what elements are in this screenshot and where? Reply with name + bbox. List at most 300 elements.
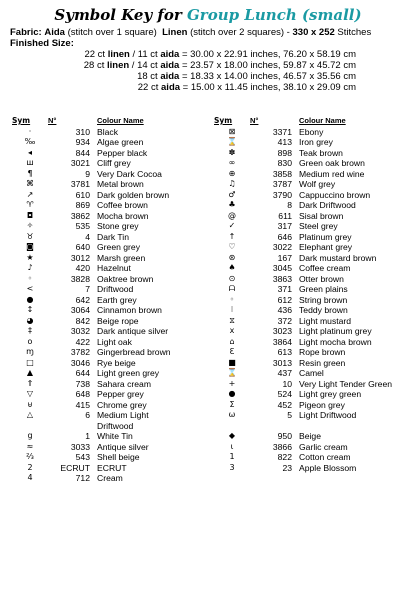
- symbol-cell: ◕: [26, 315, 34, 325]
- colour-name-cell: Camel: [299, 368, 324, 378]
- number-cell: 23: [282, 462, 292, 473]
- colour-name-cell: Cinnamon brown: [97, 305, 162, 315]
- table-row: [12, 316, 182, 327]
- colour-name-cell: Light mustard: [299, 315, 352, 326]
- number-cell: 869: [75, 200, 90, 210]
- colour-name-cell: Metal brown: [97, 179, 144, 189]
- number-cell: 898: [277, 147, 292, 158]
- header-num: N°: [48, 116, 57, 125]
- number-cell: 610: [75, 189, 90, 200]
- symbol-cell: △: [26, 410, 34, 419]
- colour-name-cell: Sahara cream: [97, 378, 151, 389]
- finished-size-e: = 15.00 x 11.45 inches, 38.10 x 29.09 cm: [182, 82, 356, 93]
- colour-name-cell: Very Dark Cocoa: [97, 168, 162, 179]
- number-cell: 3828: [70, 273, 90, 284]
- finished-size-c: / 11 ct: [132, 49, 158, 60]
- number-cell: 934: [75, 137, 90, 147]
- colour-name-cell: Very Light Tender Green: [299, 378, 392, 389]
- colour-name-cell: Otter brown: [299, 273, 344, 284]
- finished-size-label: Finished Size:: [10, 38, 74, 49]
- colour-name-cell: Gingerbread brown: [97, 347, 171, 357]
- number-cell: 822: [277, 452, 292, 462]
- colour-name-cell: Driftwood: [97, 420, 134, 431]
- symbol-cell: 3: [229, 462, 235, 472]
- header-name: Colour Name: [97, 116, 144, 125]
- table-row: [12, 368, 182, 379]
- table-row: [12, 169, 182, 180]
- symbol-cell: ◆: [228, 431, 236, 440]
- colour-name-cell: Pepper grey: [97, 389, 144, 399]
- number-cell: 3787: [272, 179, 292, 189]
- table-row: [214, 263, 411, 274]
- colour-name-cell: Light platinum grey: [299, 326, 372, 336]
- symbol-table-left: [12, 116, 182, 484]
- table-row: [12, 389, 182, 400]
- number-cell: 9: [85, 168, 90, 179]
- finished-size-e: = 18.33 x 14.00 inches, 46.57 x 35.56 cm: [181, 71, 356, 82]
- table-row: [214, 358, 411, 369]
- finished-size-d: aida: [161, 82, 181, 93]
- colour-name-cell: Dark Driftwood: [299, 200, 356, 210]
- symbol-cell: <: [26, 284, 34, 293]
- table-row: [214, 211, 411, 222]
- number-cell: 842: [75, 315, 90, 326]
- symbol-cell: ⧖: [229, 315, 235, 325]
- table-row: [214, 379, 411, 390]
- colour-name-cell: Algae green: [97, 137, 144, 147]
- table-row: [214, 368, 411, 379]
- number-cell: ECRUT: [60, 462, 90, 473]
- table-row: [214, 179, 411, 190]
- table-row: [12, 295, 182, 306]
- table-row: [12, 326, 182, 337]
- table-row: [214, 127, 411, 138]
- number-cell: 642: [75, 294, 90, 305]
- table-row: [214, 232, 411, 243]
- number-cell: 10: [282, 378, 292, 389]
- number-cell: 420: [75, 263, 90, 273]
- colour-name-cell: Mocha brown: [97, 210, 149, 221]
- symbol-cell: 2: [27, 462, 33, 472]
- symbol-cell: ⊕: [228, 168, 236, 178]
- table-row: [214, 274, 411, 285]
- table-row: [214, 410, 411, 421]
- symbol-cell: ♈: [26, 200, 34, 209]
- symbol-cell: ◦: [27, 273, 33, 283]
- number-cell: 6: [85, 410, 90, 420]
- number-cell: 452: [277, 399, 292, 410]
- colour-name-cell: Green grey: [97, 242, 140, 252]
- table-row: [12, 190, 182, 201]
- table-row: [12, 148, 182, 159]
- table-row: [12, 158, 182, 169]
- symbol-cell: ♡: [228, 242, 236, 251]
- colour-name-cell: Black: [97, 126, 119, 137]
- symbol-cell: 4: [27, 473, 33, 482]
- number-cell: 3371: [272, 126, 292, 137]
- table-row: [214, 221, 411, 232]
- colour-name-cell: Cotton cream: [299, 452, 351, 462]
- colour-name-cell: Pigeon grey: [299, 399, 345, 410]
- number-cell: 738: [75, 378, 90, 389]
- number-cell: 310: [75, 126, 90, 137]
- colour-name-cell: Light grey green: [299, 389, 362, 399]
- colour-name-cell: Medium red wine: [299, 168, 365, 179]
- symbol-cell: ▲: [26, 368, 34, 377]
- number-cell: 612: [277, 294, 292, 305]
- symbol-cell: Ɛ: [229, 347, 235, 356]
- table-row: [12, 200, 182, 211]
- number-cell: 3013: [272, 357, 292, 368]
- colour-name-cell: Apple Blossom: [299, 462, 357, 473]
- symbol-cell: ᗩ: [228, 284, 236, 293]
- table-row: [214, 452, 411, 463]
- symbol-cell: ⇑: [26, 378, 34, 388]
- colour-name-cell: White Tin: [97, 431, 133, 441]
- number-cell: 3790: [272, 189, 292, 200]
- table-row: [12, 253, 182, 264]
- colour-name-cell: Cliff grey: [97, 158, 131, 168]
- finished-size-b: linen: [107, 49, 130, 60]
- symbol-cell: ●: [26, 294, 34, 304]
- colour-name-cell: Rye beige: [97, 357, 136, 368]
- number-cell: 4: [85, 231, 90, 242]
- number-cell: 7: [85, 284, 90, 294]
- symbol-cell: ●: [228, 389, 236, 398]
- symbol-cell: g: [27, 431, 33, 440]
- fabric-linen: Linen: [162, 27, 188, 38]
- colour-name-cell: Shell beige: [97, 452, 140, 462]
- number-cell: 371: [277, 284, 292, 294]
- finished-size-d: aida: [160, 49, 180, 60]
- colour-name-cell: Green oak brown: [299, 158, 365, 168]
- fabric-line: [10, 27, 371, 38]
- number-cell: 640: [75, 242, 90, 252]
- fabric-aida: Aida: [44, 27, 65, 38]
- finished-size-d: aida: [160, 60, 180, 71]
- number-cell: 524: [277, 389, 292, 399]
- number-cell: 3033: [70, 441, 90, 452]
- symbol-cell: @: [228, 210, 236, 220]
- symbol-cell: ⅔: [26, 452, 34, 461]
- colour-name-cell: Elephant grey: [299, 242, 353, 252]
- colour-name-cell: Wolf grey: [299, 179, 336, 189]
- number-cell: 3032: [70, 326, 90, 336]
- header-sym: Sym: [12, 116, 31, 125]
- number-cell: 3021: [70, 158, 90, 168]
- symbol-cell: ♉: [26, 231, 34, 241]
- table-row: [214, 305, 411, 316]
- colour-name-cell: Platinum grey: [299, 231, 352, 242]
- finished-size-line: [138, 82, 356, 93]
- table-row: [214, 190, 411, 201]
- symbol-cell: ✧: [26, 221, 34, 230]
- number-cell: 543: [75, 452, 90, 462]
- number-cell: 3858: [272, 168, 292, 179]
- finished-size-d: aida: [160, 71, 180, 82]
- symbol-cell: ⊠: [228, 126, 236, 136]
- fabric-aida-note: (stitch over 1 square): [67, 27, 157, 38]
- table-row: [12, 463, 182, 474]
- number-cell: 5: [287, 410, 292, 420]
- colour-name-cell: Medium Light: [97, 410, 149, 420]
- header-name: Colour Name: [299, 116, 346, 125]
- table-row: [12, 421, 182, 432]
- symbol-cell: ≈: [26, 441, 34, 451]
- finished-size-a: 28 ct: [83, 60, 105, 71]
- finished-size-c: / 14 ct: [131, 60, 158, 71]
- number-cell: 8: [287, 200, 292, 210]
- colour-name-cell: Coffee cream: [299, 263, 351, 273]
- symbol-cell: ♪: [27, 263, 33, 272]
- colour-name-cell: Pepper black: [97, 147, 148, 158]
- header-num: N°: [250, 116, 259, 125]
- symbol-cell: ✓: [228, 221, 236, 230]
- title-accent: Group Lunch (small): [187, 6, 362, 24]
- colour-name-cell: Resin green: [299, 357, 346, 368]
- symbol-cell: ⌛: [227, 137, 237, 146]
- finished-size-a: 18 ct: [137, 71, 158, 82]
- symbol-cell: 1: [229, 452, 235, 461]
- colour-name-cell: Oaktree brown: [97, 273, 154, 284]
- table-row: [12, 221, 182, 232]
- table-row: [12, 473, 182, 484]
- symbol-cell: x: [229, 326, 235, 335]
- table-row: [12, 274, 182, 285]
- colour-name-cell: Ebony: [299, 126, 324, 137]
- symbol-cell: ɱ: [26, 347, 34, 356]
- table-row: [12, 211, 182, 222]
- symbol-cell: [12, 421, 48, 432]
- finished-size-line: [84, 60, 356, 71]
- symbol-cell: ★: [26, 252, 34, 262]
- table-row: [12, 358, 182, 369]
- table-row: [12, 400, 182, 411]
- symbol-table-right: [214, 116, 411, 473]
- table-row: [214, 347, 411, 358]
- colour-name-cell: Beige rope: [97, 315, 139, 326]
- table-row: [12, 431, 182, 442]
- number-cell: 415: [75, 399, 90, 410]
- symbol-cell: ‡: [28, 326, 32, 335]
- symbol-cell: ш: [26, 158, 34, 167]
- colour-name-cell: Teddy brown: [299, 305, 348, 315]
- table-row: [12, 305, 182, 316]
- symbol-cell: ⊎: [27, 399, 33, 409]
- number-cell: 3862: [70, 210, 90, 221]
- table-row: [12, 452, 182, 463]
- symbol-cell: +: [228, 378, 236, 388]
- table-row: [214, 137, 411, 148]
- finished-size-e: = 30.00 x 22.91 inches, 76.20 x 58.19 cm: [181, 49, 356, 60]
- symbol-cell: ♣: [228, 200, 236, 209]
- colour-name-cell: Light oak: [97, 336, 132, 347]
- symbol-cell: ♠: [228, 263, 236, 272]
- symbol-cell: ↕: [26, 305, 34, 314]
- symbol-cell: ⌘: [26, 179, 34, 188]
- symbol-cell: ◂: [27, 147, 32, 157]
- table-row: [214, 169, 411, 180]
- number-cell: 437: [277, 368, 292, 378]
- table-row: [214, 148, 411, 159]
- number-cell: 712: [75, 473, 90, 483]
- number-cell: 3023: [272, 326, 292, 336]
- colour-name-cell: Cream: [97, 473, 123, 483]
- colour-name-cell: Green plains: [299, 284, 348, 294]
- symbol-cell: [214, 421, 250, 432]
- number-cell: 3864: [272, 336, 292, 347]
- table-row: [12, 337, 182, 348]
- table-row: [214, 463, 411, 474]
- table-row: [12, 442, 182, 453]
- number-cell: [250, 421, 299, 432]
- number-cell: 3866: [272, 441, 292, 452]
- number-cell: 3046: [70, 357, 90, 368]
- number-cell: 646: [277, 231, 292, 242]
- colour-name-cell: Antique silver: [97, 441, 149, 452]
- colour-name-cell: Garlic cream: [299, 441, 348, 452]
- colour-name-cell: Hazelnut: [97, 263, 131, 273]
- symbol-cell: ▽: [26, 389, 34, 398]
- symbol-cell: ·: [28, 126, 32, 136]
- number-cell: 611: [278, 210, 292, 221]
- table-row: [214, 326, 411, 337]
- number-cell: 648: [75, 389, 90, 399]
- symbol-cell: ∞: [228, 158, 236, 167]
- table-row: [12, 137, 182, 148]
- table-row: [214, 200, 411, 211]
- finished-size-a: 22 ct: [84, 49, 106, 60]
- finished-size-b: linen: [106, 60, 130, 71]
- colour-name-cell: Steel grey: [299, 221, 338, 231]
- colour-name-cell: Chrome grey: [97, 399, 147, 410]
- number-cell: 950: [277, 431, 292, 441]
- symbol-cell: ⌛: [227, 368, 237, 377]
- symbol-cell: ⊙: [228, 273, 236, 283]
- table-row: [12, 179, 182, 190]
- symbol-cell: ◦: [229, 294, 235, 304]
- fabric-stitches-label: Stitches: [337, 27, 372, 38]
- table-row: [214, 389, 411, 400]
- colour-name-cell: Dark antique silver: [97, 326, 169, 336]
- number-cell: 830: [277, 158, 292, 168]
- symbol-cell: ■: [228, 357, 236, 367]
- symbol-cell: ¶: [27, 168, 33, 178]
- number-cell: 167: [277, 252, 292, 263]
- number-cell: 3045: [272, 263, 292, 273]
- symbol-cell: □: [26, 357, 34, 367]
- colour-name-cell: [299, 421, 411, 432]
- number-cell: 3782: [70, 347, 90, 357]
- header-sym: Sym: [214, 116, 233, 125]
- fabric-stitches: 330 x 252: [292, 27, 335, 38]
- symbol-cell: Σ: [229, 399, 235, 409]
- table-row: [214, 284, 411, 295]
- table-row: [12, 263, 182, 274]
- colour-name-cell: Dark Tin: [97, 231, 129, 242]
- number-cell: 436: [277, 305, 292, 315]
- colour-name-cell: Dark golden brown: [97, 189, 170, 200]
- finished-size-a: 22 ct: [137, 82, 159, 93]
- number-cell: 535: [75, 221, 90, 231]
- colour-name-cell: Stone grey: [97, 221, 139, 231]
- finished-size-e: = 23.57 x 18.00 inches, 59.87 x 45.72 cm: [181, 60, 356, 71]
- symbol-cell: ⁝: [230, 305, 234, 314]
- fabric-label: Fabric:: [10, 27, 42, 38]
- colour-name-cell: Marsh green: [97, 252, 146, 263]
- symbol-cell: ω: [228, 410, 236, 419]
- number-cell: 3022: [272, 242, 292, 252]
- number-cell: 3781: [70, 179, 90, 189]
- number-cell: 613: [277, 347, 292, 357]
- symbol-cell: ✽: [228, 147, 236, 157]
- symbol-cell: ɩ: [230, 441, 234, 451]
- symbol-cell: ↗: [26, 189, 34, 199]
- title-prefix: Symbol Key for: [54, 6, 187, 24]
- colour-name-cell: Light mocha brown: [299, 336, 372, 347]
- colour-name-cell: Driftwood: [97, 284, 134, 294]
- colour-name-cell: Rope brown: [299, 347, 346, 357]
- number-cell: 372: [277, 315, 292, 326]
- table-row: [214, 442, 411, 453]
- table-row: [12, 347, 182, 358]
- table-row: [12, 127, 182, 138]
- table-row: [12, 284, 182, 295]
- number-cell: [48, 421, 97, 432]
- number-cell: 317: [277, 221, 292, 231]
- symbol-cell: ↑: [228, 231, 236, 241]
- symbol-cell: ♫: [228, 179, 236, 188]
- number-cell: 3863: [272, 273, 292, 284]
- colour-name-cell: Earth grey: [97, 294, 137, 305]
- symbol-cell: ♂: [228, 189, 236, 199]
- colour-name-cell: Light Driftwood: [299, 410, 357, 420]
- table-row: [214, 295, 411, 306]
- colour-name-cell: Dark mustard brown: [299, 252, 377, 263]
- colour-name-cell: Coffee brown: [97, 200, 148, 210]
- table-row: [12, 379, 182, 390]
- page-title: [0, 6, 416, 24]
- table-row: [12, 410, 182, 421]
- number-cell: 413: [277, 137, 292, 147]
- symbol-cell: ⊛: [228, 252, 236, 262]
- table-row: [214, 421, 411, 432]
- symbol-cell: ⌂: [229, 336, 235, 346]
- colour-name-cell: Beige: [299, 431, 321, 441]
- finished-size-line: [137, 71, 356, 82]
- finished-size-line: [84, 49, 356, 60]
- colour-name-cell: Sisal brown: [299, 210, 344, 221]
- table-row: [214, 431, 411, 442]
- colour-name-cell: Cappuccino brown: [299, 189, 371, 200]
- number-cell: 844: [75, 147, 90, 158]
- table-row: [12, 242, 182, 253]
- colour-name-cell: Iron grey: [299, 137, 333, 147]
- number-cell: 3064: [70, 305, 90, 315]
- table-row: [12, 232, 182, 243]
- table-row: [214, 316, 411, 327]
- table-row: [214, 337, 411, 348]
- colour-name-cell: Teak brown: [299, 147, 343, 158]
- symbol-cell: ◙: [26, 242, 34, 251]
- number-cell: 1: [85, 431, 90, 441]
- number-cell: 644: [75, 368, 90, 378]
- number-cell: 422: [75, 336, 90, 347]
- table-row: [214, 242, 411, 253]
- symbol-cell: o: [27, 336, 33, 346]
- table-row: [214, 253, 411, 264]
- number-cell: 3012: [70, 252, 90, 263]
